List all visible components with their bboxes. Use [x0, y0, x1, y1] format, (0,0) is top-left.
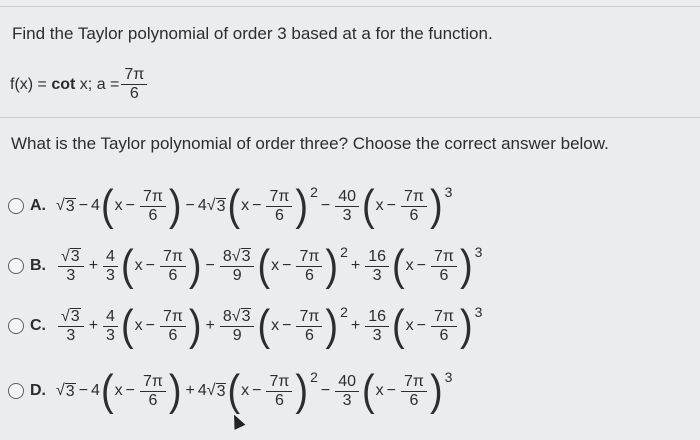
option-letter: B.: [30, 257, 46, 274]
section-divider: [0, 117, 700, 118]
function-definition: [10, 66, 149, 103]
radio-button-b[interactable]: [8, 258, 24, 274]
question-text: Find the Taylor polynomial of order 3 based at a for the function.: [12, 24, 493, 43]
prompt-text: What is the Taylor polynomial of order three? Choose the correct answer below.: [11, 134, 609, 153]
mouse-cursor-icon: [229, 412, 246, 430]
radio-button-c[interactable]: [8, 318, 24, 334]
function-name: cot: [51, 75, 76, 93]
radio-button-d[interactable]: [8, 383, 24, 399]
sqrt-term: √ 3: [56, 197, 75, 215]
option-letter: C.: [30, 317, 46, 334]
option-b[interactable]: B. √ 3 3 + $\frac{4}{3}$ ( x − $\frac{7\pi}{6}$ ) − 8√ 3 9 ( x − $\frac{7\pi}{6}$ ) 2 + $\frac{16}{3}$ ( x − $\frac{7\pi}{6}$ ) 3: [8, 243, 482, 289]
option-a[interactable]: A. √ 3 − 4 ( x − $\frac{7\pi}{6}$ ) − 4 √ 3 ( x − $\frac{7\pi}{6}$ ) 2 − $\frac{40}{3}$ ( x − $\frac{7\pi}{6}$ ) 3: [8, 183, 452, 229]
option-letter: D.: [30, 382, 46, 399]
option-c[interactable]: C. √ 3 3 + $\frac{4}{3}$ ( x − $\frac{7\pi}{6}$ ) + 8√ 3 9 ( x − $\frac{7\pi}{6}$ ) 2 + $\frac{16}{3}$ ( x − $\frac{7\pi}{6}$ ) 3: [8, 303, 482, 349]
a-value-fraction: $\frac{7\pi}{6}$: [121, 66, 147, 103]
option-letter: A.: [30, 197, 46, 214]
function-var: x; a =: [79, 75, 120, 93]
function-lhs: f(x) =: [10, 75, 47, 93]
radio-button-a[interactable]: [8, 198, 24, 214]
top-divider: [0, 6, 700, 7]
option-d[interactable]: D. √ 3 − 4 ( x − $\frac{7\pi}{6}$ ) + 4 √ 3 ( x − $\frac{7\pi}{6}$ ) 2 − $\frac{40}{3}$ ( x − $\frac{7\pi}{6}$ ) 3: [8, 368, 452, 414]
